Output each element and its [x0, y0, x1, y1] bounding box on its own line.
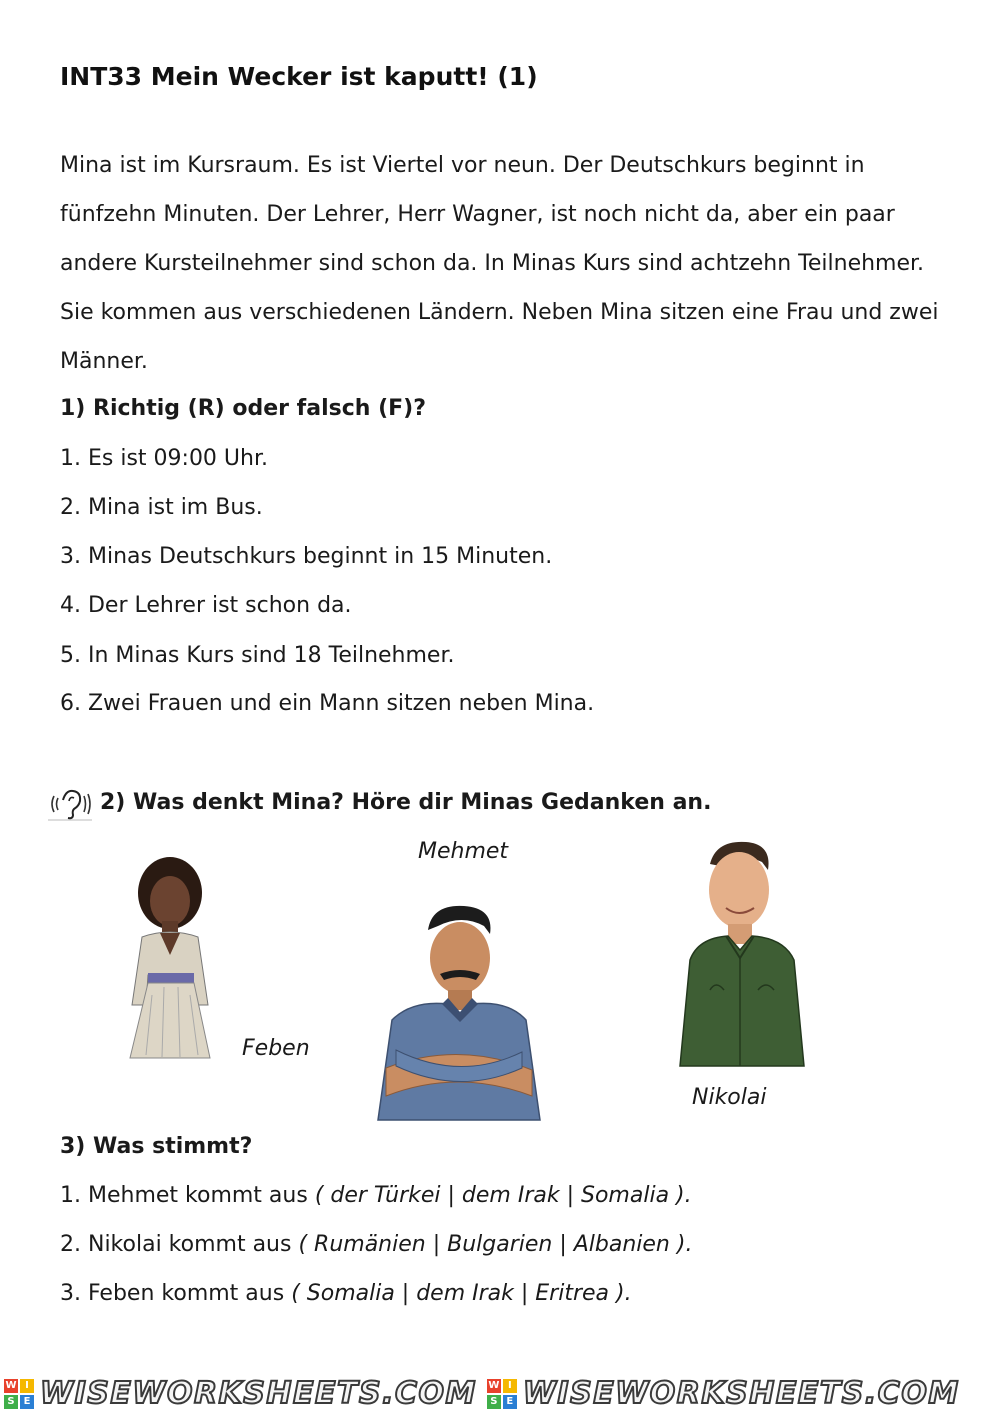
task1-heading: 1) Richtig (R) oder falsch (F)?	[60, 396, 426, 421]
task3-item-text: 2. Nikolai kommt aus	[60, 1232, 299, 1257]
intro-line: Sie kommen aus verschiedenen Ländern. Neben Mina sitzen eine Frau und zwei	[60, 300, 939, 325]
task3-item-text: 3. Feben kommt aus	[60, 1281, 292, 1306]
label-mehmet: Mehmet	[418, 839, 509, 864]
task3-item	[60, 1281, 632, 1306]
task3-item-options: ( Somalia | dem Irak | Eritrea ).	[291, 1281, 632, 1306]
feben-illustration	[112, 855, 222, 1060]
task3-item-options: ( Rumänien | Bulgarien | Albanien ).	[298, 1232, 693, 1257]
brand-logo-icon: W I S E	[487, 1379, 517, 1409]
intro-line: fünfzehn Minuten. Der Lehrer, Herr Wagner, ist noch nicht da, aber ein paar	[60, 202, 895, 227]
task1-item: 6. Zwei Frauen und ein Mann sitzen neben Mina.	[60, 691, 595, 716]
task3-item	[60, 1232, 692, 1257]
task3-heading: 3) Was stimmt?	[60, 1134, 253, 1159]
intro-line: andere Kursteilnehmer sind schon da. In Minas Kurs sind achtzehn Teilnehmer.	[60, 251, 925, 276]
footer-watermark	[0, 1374, 1000, 1413]
listening-ear-icon	[46, 786, 94, 822]
brand-text: WISEWORKSHEETS.COM	[40, 1376, 477, 1411]
task3-item-text: 1. Mehmet kommt aus	[60, 1183, 315, 1208]
label-nikolai: Nikolai	[692, 1085, 767, 1110]
mehmet-illustration	[372, 900, 544, 1130]
task3-item	[60, 1183, 692, 1208]
worksheet-title: INT33 Mein Wecker ist kaputt! (1)	[60, 62, 538, 91]
brand-logo-icon: W I S E	[4, 1379, 34, 1409]
task1-item: 4. Der Lehrer ist schon da.	[60, 593, 352, 618]
task1-item: 5. In Minas Kurs sind 18 Teilnehmer.	[60, 643, 455, 668]
intro-line: Männer.	[60, 349, 148, 374]
brand-text: WISEWORKSHEETS.COM	[522, 1376, 960, 1411]
task1-item: 1. Es ist 09:00 Uhr.	[60, 446, 268, 471]
task1-item: 3. Minas Deutschkurs beginnt in 15 Minuten.	[60, 544, 553, 569]
nikolai-illustration	[676, 840, 812, 1068]
brand-logo	[4, 1376, 477, 1411]
intro-paragraph	[60, 141, 950, 386]
label-feben: Feben	[242, 1036, 310, 1061]
intro-line: Mina ist im Kursraum. Es ist Viertel vor neun. Der Deutschkurs beginnt in	[60, 153, 865, 178]
brand-logo	[487, 1376, 960, 1411]
task1-item: 2. Mina ist im Bus.	[60, 495, 263, 520]
task2-heading: 2) Was denkt Mina? Höre dir Minas Gedanken an.	[100, 790, 712, 815]
task3-item-options: ( der Türkei | dem Irak | Somalia ).	[314, 1183, 692, 1208]
